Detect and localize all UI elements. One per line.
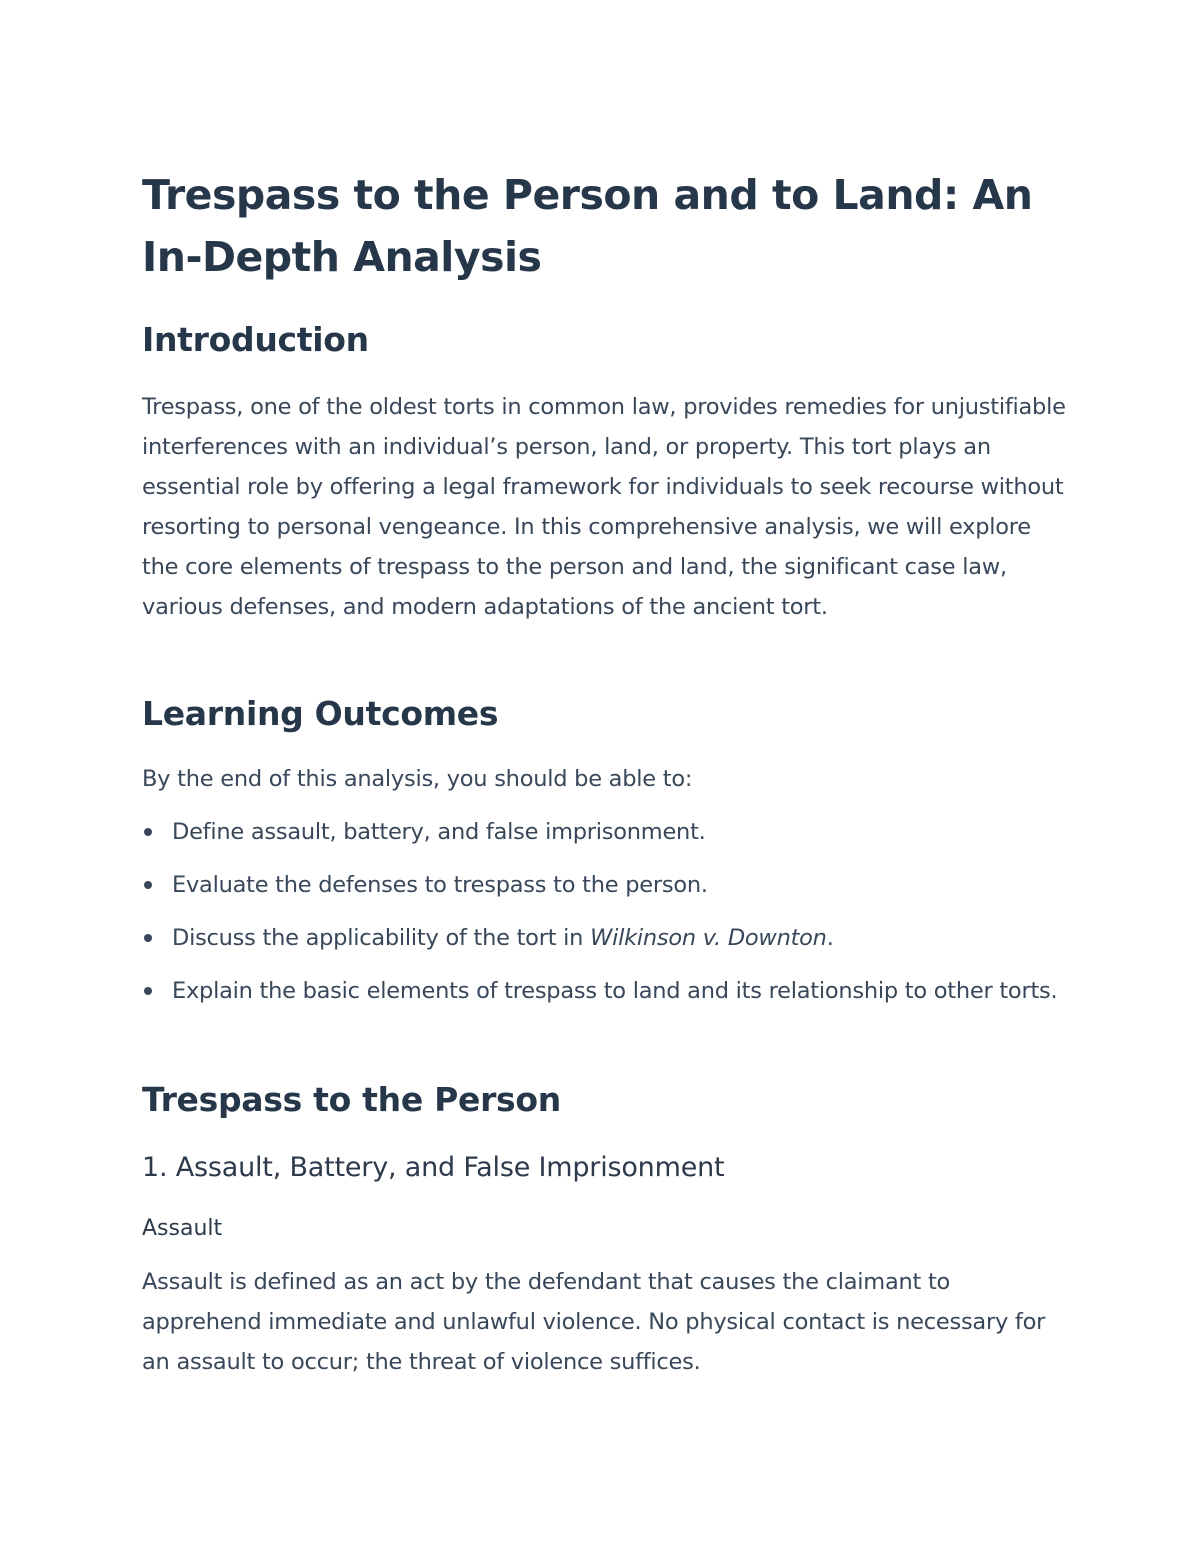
learning-outcomes-intro: By the end of this analysis, you should be able to:	[142, 766, 693, 792]
case-name: Wilkinson v. Downton	[590, 925, 827, 951]
bullet-icon	[144, 934, 152, 942]
assault-battery-subheading: 1. Assault, Battery, and False Imprisonment	[142, 1152, 725, 1183]
list-item-text: Explain the basic elements of trespass to land and its relationship to other torts.	[172, 978, 1058, 1004]
list-item-text: Evaluate the defenses to trespass to the person.	[172, 872, 708, 898]
list-item	[142, 812, 1067, 852]
bullet-icon	[144, 881, 152, 889]
learning-outcomes-list	[142, 812, 1067, 1024]
list-item	[142, 918, 1067, 958]
list-item-text-after: .	[826, 925, 834, 951]
list-item	[142, 971, 1067, 1011]
assault-heading: Assault	[142, 1216, 223, 1241]
bullet-icon	[144, 987, 152, 995]
list-item-text: Define assault, battery, and false imprisonment.	[172, 819, 706, 845]
assault-paragraph: Assault is defined as an act by the defendant that causes the claimant to apprehend immediate and unlawful violence. No physical contact is necessary for an assault to occur; the threat of violence suffices.	[142, 1269, 1046, 1375]
document-title: Trespass to the Person and to Land: An In-Depth Analysis	[142, 171, 1033, 281]
list-item-text-before: Discuss the applicability of the tort in	[172, 925, 591, 951]
learning-outcomes-heading: Learning Outcomes	[142, 694, 499, 733]
introduction-heading: Introduction	[142, 320, 369, 359]
introduction-paragraph: Trespass, one of the oldest torts in common law, provides remedies for unjustifiable interferences with an individual’s person, land, or property. This tort plays an essential role by offering a legal framework for individuals to seek recourse without resorting to personal vengeance. In this comprehensive analysis, we will explore the core elements of trespass to the person and land, the significant case law, various defenses, and modern adaptations of the ancient tort.	[142, 394, 1066, 620]
trespass-person-heading: Trespass to the Person	[142, 1080, 561, 1119]
bullet-icon	[144, 828, 152, 836]
list-item	[142, 865, 1067, 905]
